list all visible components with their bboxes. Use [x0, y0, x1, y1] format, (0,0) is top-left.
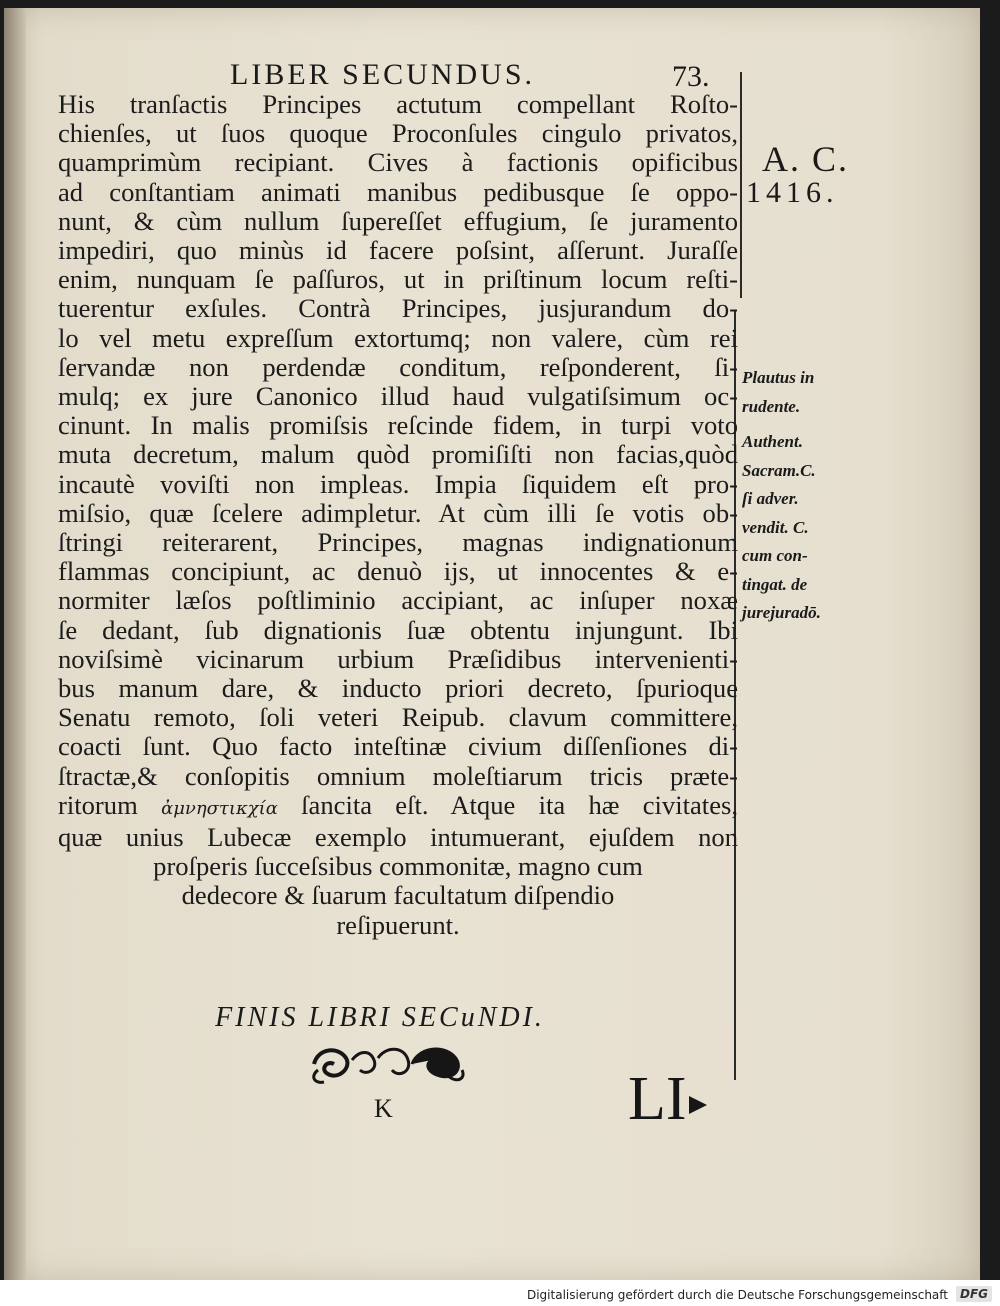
text-line: flammas concipiunt, ac denuò ijs, ut innocentes & e-	[58, 556, 738, 587]
catchword	[628, 1064, 709, 1135]
margin-note-authent	[742, 428, 821, 628]
margin-year-label: A. C.	[762, 139, 850, 179]
text-line: proſperis ſucceſsibus commonitæ, magno cum	[153, 851, 643, 882]
text-line: mulq; ex jure Canonico illud haud vulgatiſsimum oc-	[58, 381, 738, 412]
text-line: incautè voviſti non impleas. Impia ſiquidem eſt pro-	[58, 468, 738, 499]
note-line: tingat. de	[742, 574, 808, 594]
text-line: miſsio, quæ ſcelere adimpletur. At cùm illi ſe votis ob-	[58, 497, 738, 528]
catchword-mark-icon	[687, 1090, 709, 1120]
note-line: Sacram.C.	[742, 460, 816, 480]
main-text-block	[58, 90, 738, 940]
text-line-with-greek	[58, 791, 738, 823]
dfg-logo: DFG	[956, 1286, 992, 1302]
text-line: Senatu remoto, ſoli veteri Reipub. clavum committere,	[58, 702, 738, 733]
footer-credit: Digitalisierung gefördert durch die Deutsche Forschungsgemeinschaft	[526, 1288, 948, 1302]
margin-note-plautus	[742, 364, 814, 421]
note-line: rudente.	[742, 396, 801, 416]
margin-year-value: 1416.	[746, 176, 839, 209]
text-line: tuerentur exſules. Contrà Principes, jusjurandum do-	[58, 293, 738, 324]
margin-rule-top	[740, 72, 742, 298]
text-line: reſipuerunt.	[336, 909, 460, 940]
note-line: vendit. C.	[742, 517, 809, 537]
text-line: normiter læſos poſtliminio accipiant, ac inſuper noxæ	[58, 585, 738, 616]
text-line: coacti ſunt. Quo facto inteſtinæ civium diſſenſiones di-	[58, 731, 738, 762]
signature-mark: K	[374, 1094, 393, 1123]
text-line: enim, nunquam ſe paſſuros, ut in priſtinum locum reſti-	[58, 264, 738, 295]
text-fragment: ſancita eſt. Atque ita hæ civitates,	[301, 789, 739, 820]
page-number: 73.	[672, 60, 710, 93]
note-line: cum con-	[742, 546, 808, 565]
text-fragment: ritorum	[58, 789, 138, 820]
text-line: bus manum dare, & inducto priori decreto, ſpurioque	[58, 673, 738, 704]
note-line: Authent.	[742, 432, 803, 451]
text-line: ſervandæ non perdendæ conditum, reſponderent, ſi-	[58, 351, 738, 382]
text-line: quæ unius Lubecæ exemplo intumuerant, ejuſdem non	[58, 822, 738, 853]
text-line: His tranſactis Principes actutum compellant Roſto-	[58, 89, 738, 119]
text-line: dedecore & ſuarum facultatum diſpendio	[181, 880, 615, 911]
text-line: cinunt. In malis promiſsis reſcinde fidem, in turpi voto	[58, 410, 738, 441]
text-line: quamprimùm recipiant. Cives à factionis opificibus	[58, 147, 738, 178]
text-line: ſtringi reiterarent, Principes, magnas indignationum	[58, 527, 738, 558]
note-line: ſi adver.	[742, 489, 799, 508]
text-line: chienſes, ut ſuos quoque Proconſules cingulo privatos,	[58, 118, 738, 149]
text-line: ſe dedant, ſub dignationis ſuæ obtentu injungunt. Ibi	[58, 614, 738, 645]
ornament-icon	[308, 1040, 468, 1088]
page-gutter	[4, 8, 26, 1280]
text-line: lo vel metu expreſſum extortumq; non valere, cùm rei	[58, 322, 738, 353]
note-line: Plautus in	[742, 368, 815, 387]
text-line: ad conſtantiam animati manibus pedibusque ſe oppo-	[58, 176, 738, 207]
text-line: nunt, & cùm nullum ſupereſſet effugium, ſe juramento	[58, 205, 738, 236]
catchword-text: LI	[628, 1065, 687, 1133]
running-head: LIBER SECUNDUS.	[230, 58, 536, 91]
greek-word: ἀμνηστικχία	[161, 797, 278, 819]
text-line: muta decretum, malum quòd promiſiſti non facias,quòd	[58, 439, 738, 470]
finis-line: FINIS LIBRI SECuNDI.	[215, 1002, 545, 1033]
text-line: noviſsimè vicinarum urbium Præſidibus intervenienti-	[58, 643, 738, 674]
text-line: impediri, quo minùs id facere poſsint, aſſerunt. Juraſſe	[58, 235, 738, 266]
note-line: jurejuradō.	[742, 603, 821, 622]
text-line: ſtractæ,& conſopitis omnium moleſtiarum tricis præte-	[58, 760, 738, 791]
